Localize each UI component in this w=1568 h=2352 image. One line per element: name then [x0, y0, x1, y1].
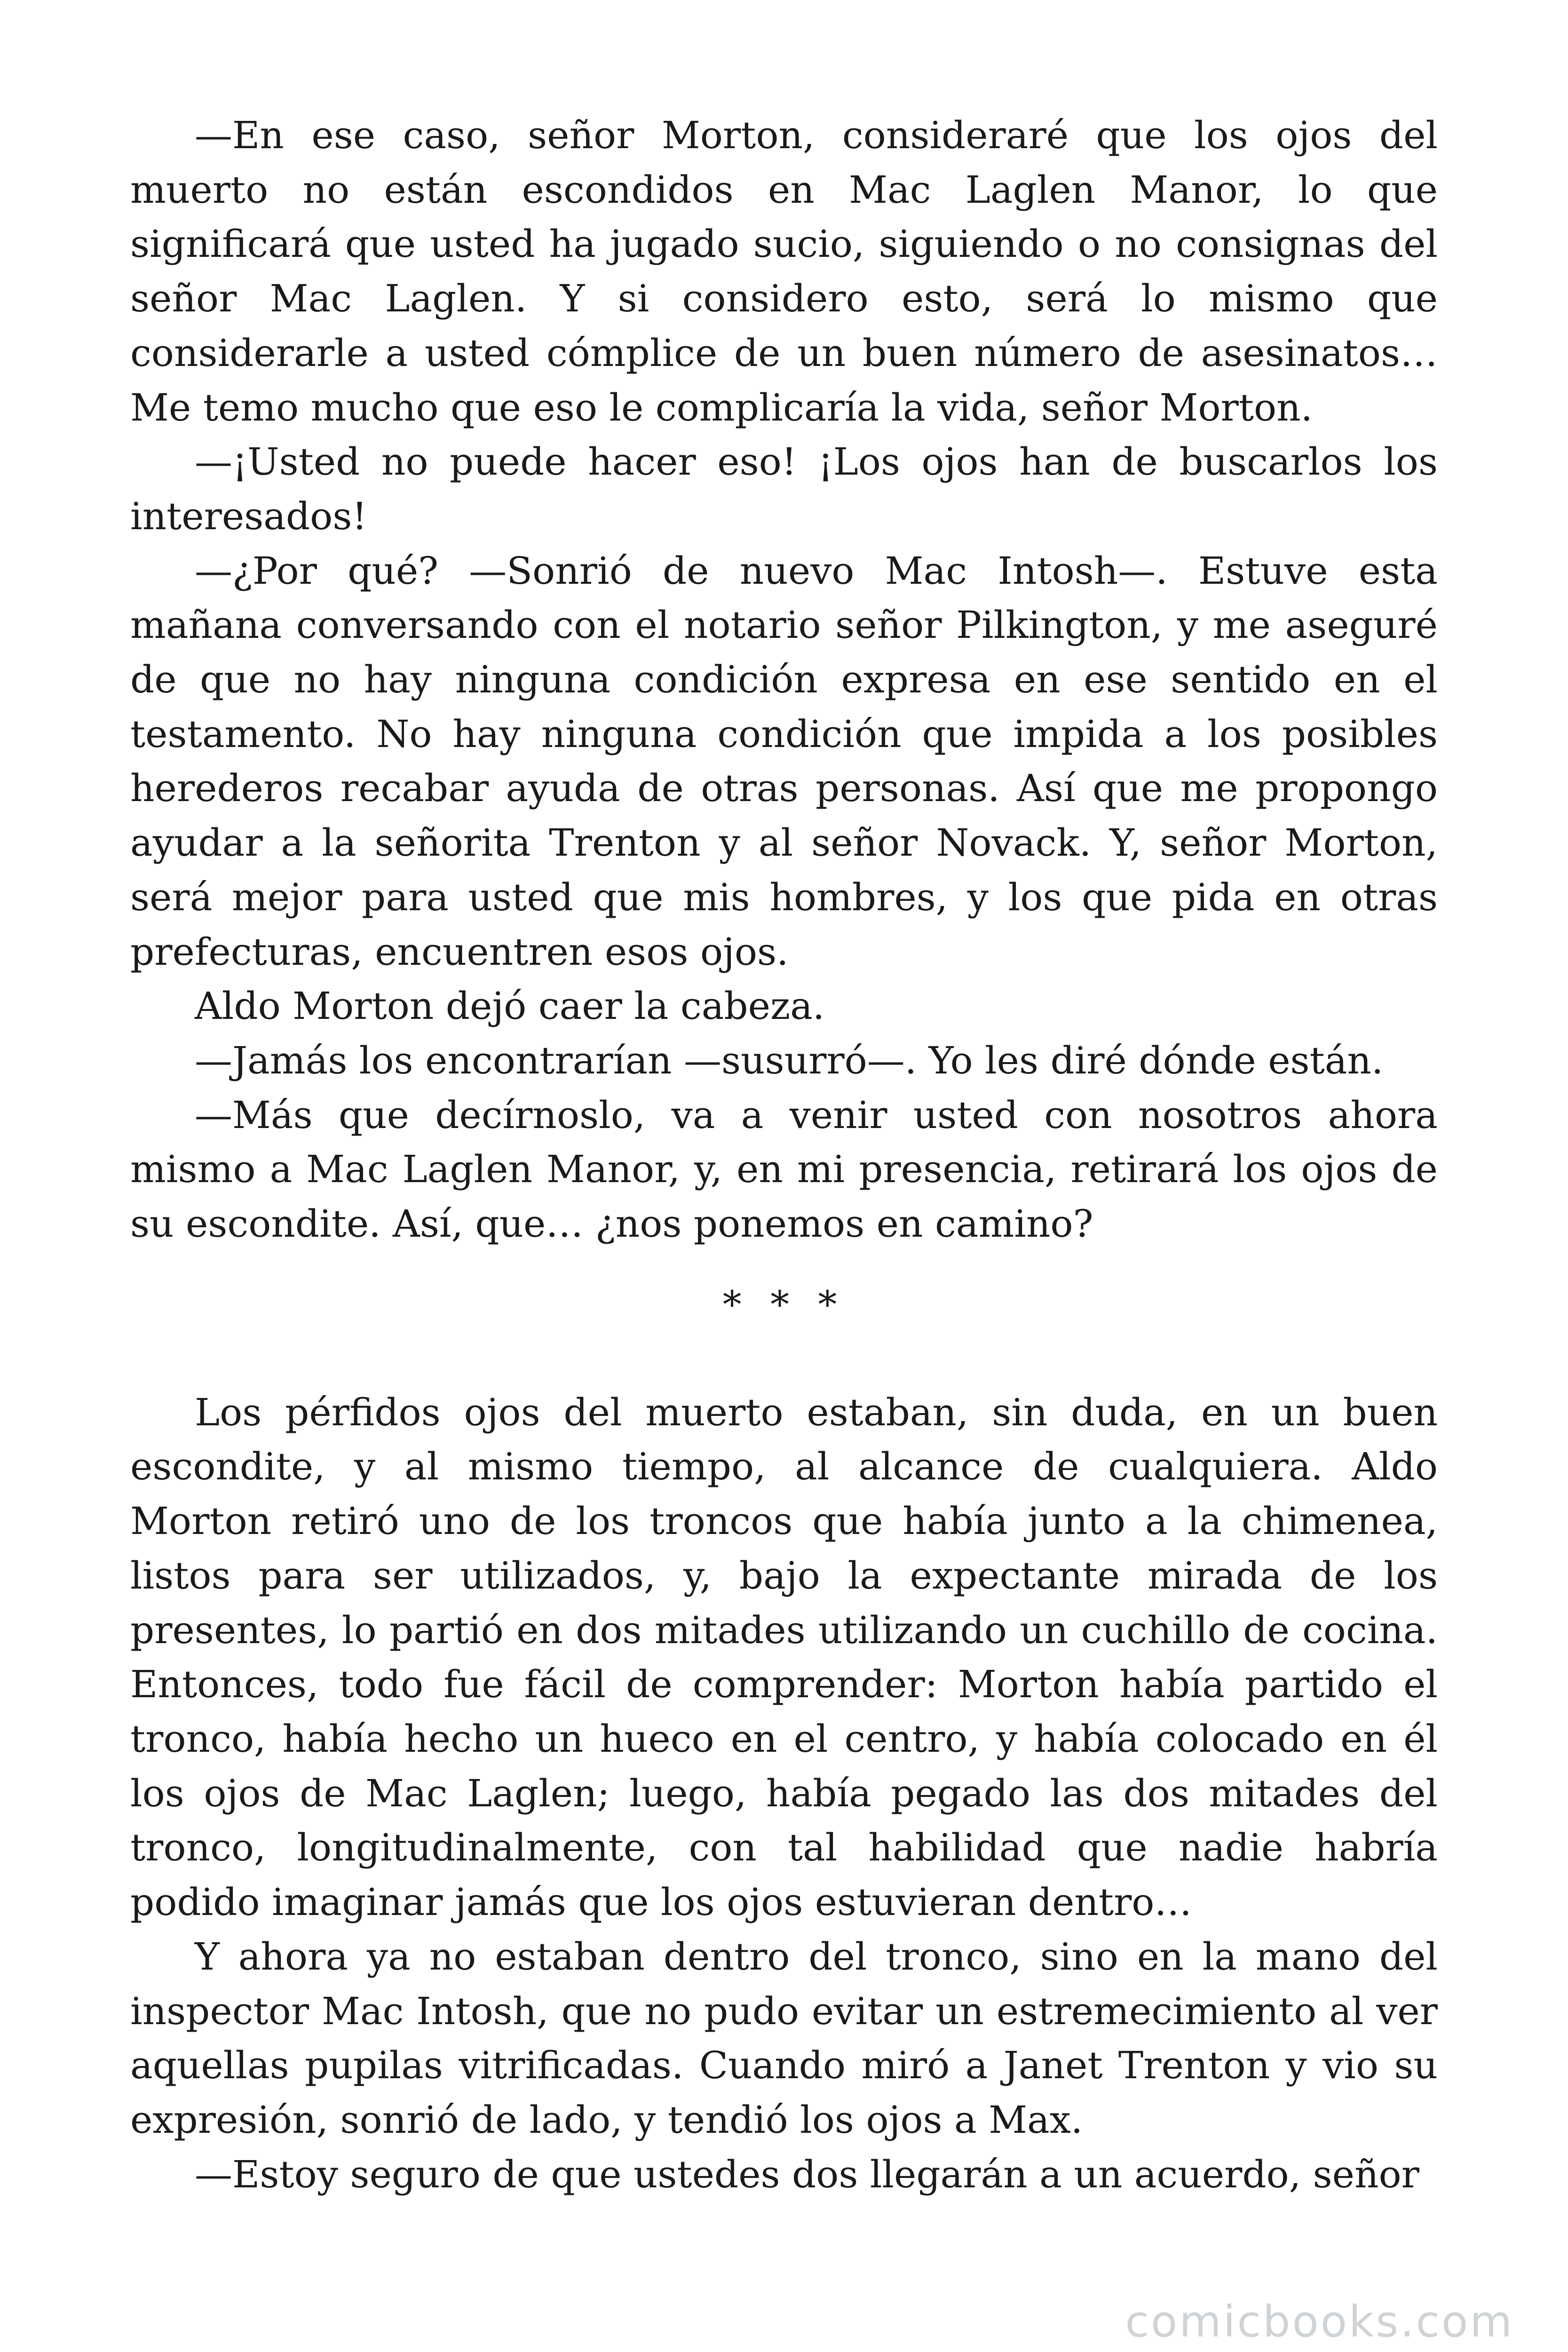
- paragraph: Y ahora ya no estaban dentro del tronco, sino en la mano del inspector Mac Intosh, que no pudo evitar un estremecimiento al ver aquellas pupilas vitrificadas. Cuando miró a Janet Trenton y vio su expresión, sonrió de lado, y tendió los ojos a Max.: [130, 1934, 1438, 2142]
- paragraph: —¿Por qué? —Sonrió de nuevo Mac Intosh—. Estuve esta mañana conversando con el notario señor Pilkington, y me aseguré de que no hay ninguna condición expresa en ese sentido en el testamento. No hay ninguna condición que impida a los posibles herederos recabar ayuda de otras personas. Así que me propongo ayudar a la señorita Trenton y al señor Novack. Y, señor Morton, será mejor para usted que mis hombres, y los que pida en otras prefecturas, encuentren esos ojos.: [130, 548, 1438, 974]
- paragraph: —En ese caso, señor Morton, consideraré que los ojos del muerto no están escondidos en Mac Laglen Manor, lo que significará que usted ha jugado sucio, siguiendo o no consignas del señor Mac Laglen. Y si considero esto, será lo mismo que considerarle a usted cómplice de un buen número de asesinatos… Me temo mucho que eso le complicaría la vida, señor Morton.: [130, 113, 1438, 429]
- watermark: comicbooks.com: [1125, 2296, 1514, 2347]
- paragraph: —Más que decírnoslo, va a venir usted con nosotros ahora mismo a Mac Laglen Manor, y, en mi presencia, retirará los ojos de su escondite. Así, que… ¿nos ponemos en camino?: [130, 1093, 1438, 1246]
- paragraph: —Estoy seguro de que ustedes dos llegarán a un acuerdo, señor: [195, 2152, 1419, 2196]
- section-break: * * *: [722, 1282, 846, 1327]
- paragraph: Los pérfidos ojos del muerto estaban, sin duda, en un buen escondite, y al mismo tiempo, al alcance de cualquiera. Aldo Morton retiró uno de los troncos que había junto a la chimenea, listos para ser utilizados, y, bajo la expectante mirada de los presentes, lo partió en dos mitades utilizando un cuchillo de cocina. Entonces, todo fue fácil de comprender: Morton había partido el tronco, había hecho un hueco en el centro, y había colocado en él los ojos de Mac Laglen; luego, había pegado las dos mitades del tronco, longitudinalmente, con tal habilidad que nadie habría podido imaginar jamás que los ojos estuvieran dentro…: [130, 1390, 1438, 1924]
- book-page: [130, 108, 1438, 2201]
- paragraph: Aldo Morton dejó caer la cabeza.: [195, 984, 825, 1028]
- paragraph: —¡Usted no puede hacer eso! ¡Los ojos han de buscarlos los interesados!: [130, 440, 1438, 538]
- paragraph: —Jamás los encontrarían —susurró—. Yo les diré dónde están.: [195, 1038, 1384, 1082]
